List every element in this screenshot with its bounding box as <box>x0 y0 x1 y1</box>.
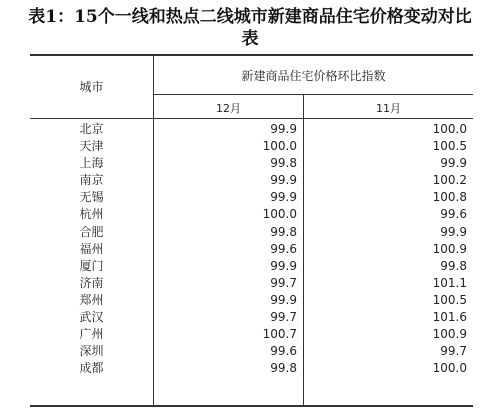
city-cell: 武汉 <box>79 310 104 325</box>
nov-cell: 101.6 <box>432 310 467 325</box>
nov-cell: 100.9 <box>432 241 467 256</box>
city-cell: 广州 <box>79 327 104 342</box>
city-cell: 厦门 <box>79 258 104 273</box>
nov-cell: 100.2 <box>432 173 467 188</box>
table-row <box>30 189 473 206</box>
bottom-rule <box>30 405 473 407</box>
city-cell: 无锡 <box>79 190 104 205</box>
table-row <box>30 292 473 309</box>
top-rule <box>30 54 473 56</box>
nov-cell: 99.9 <box>440 224 467 239</box>
nov-cell: 101.1 <box>432 275 467 290</box>
nov-cell: 100.8 <box>432 190 467 205</box>
dec-cell: 99.7 <box>270 275 297 290</box>
city-cell: 成都 <box>79 361 104 376</box>
city-cell: 深圳 <box>79 344 104 359</box>
nov-cell: 100.9 <box>432 327 467 342</box>
header-dec: 12月 <box>216 102 241 115</box>
dec-cell: 99.6 <box>270 344 297 359</box>
table-title-line-2: 表 <box>241 29 259 49</box>
city-cell: 济南 <box>79 275 104 290</box>
header-city: 城市 <box>79 80 104 94</box>
dec-cell: 99.9 <box>270 173 297 188</box>
table-row <box>30 241 473 258</box>
table-row <box>30 343 473 360</box>
table-row <box>30 309 473 326</box>
dec-cell: 99.9 <box>270 258 297 273</box>
city-cell: 郑州 <box>79 292 104 307</box>
dec-cell: 100.7 <box>262 327 297 342</box>
dec-cell: 99.8 <box>270 361 297 376</box>
dec-cell: 100.0 <box>262 139 297 154</box>
city-cell: 南京 <box>79 173 104 188</box>
group-rule <box>154 94 473 95</box>
dec-cell: 99.9 <box>270 190 297 205</box>
dec-cell: 99.6 <box>270 241 297 256</box>
table-row <box>30 138 473 155</box>
price-index-table <box>30 54 473 406</box>
nov-cell: 99.6 <box>440 207 467 222</box>
table-row <box>30 206 473 223</box>
table-row <box>30 224 473 241</box>
city-cell: 北京 <box>79 122 104 136</box>
nov-cell: 100.5 <box>432 292 467 307</box>
city-cell: 福州 <box>79 241 104 256</box>
dec-cell: 99.8 <box>270 224 297 239</box>
city-cell: 上海 <box>79 156 104 171</box>
header-group: 新建商品住宅价格环比指数 <box>241 69 386 83</box>
table-title-line-1: 表1：15个一线和热点二线城市新建商品住宅价格变动对比 <box>28 7 472 27</box>
nov-cell: 100.0 <box>432 361 467 376</box>
dec-cell: 99.9 <box>270 122 297 136</box>
header-nov: 11月 <box>376 102 401 115</box>
header-rule <box>30 118 473 119</box>
nov-cell: 100.5 <box>432 139 467 154</box>
table-row <box>30 258 473 275</box>
city-cell: 天津 <box>79 139 104 154</box>
table-row <box>30 121 473 138</box>
nov-cell: 99.7 <box>440 344 467 359</box>
nov-cell: 99.9 <box>440 156 467 171</box>
table-row <box>30 155 473 172</box>
table-row <box>30 172 473 189</box>
city-cell: 杭州 <box>79 207 104 222</box>
table-row <box>30 326 473 343</box>
table-row <box>30 275 473 292</box>
nov-cell: 100.0 <box>432 122 467 136</box>
table-row <box>30 360 473 377</box>
nov-cell: 99.8 <box>440 258 467 273</box>
table-title <box>0 6 500 50</box>
dec-cell: 99.7 <box>270 310 297 325</box>
dec-cell: 100.0 <box>262 207 297 222</box>
table-body <box>30 121 473 377</box>
city-cell: 合肥 <box>79 224 104 239</box>
dec-cell: 99.8 <box>270 156 297 171</box>
dec-cell: 99.9 <box>270 292 297 307</box>
